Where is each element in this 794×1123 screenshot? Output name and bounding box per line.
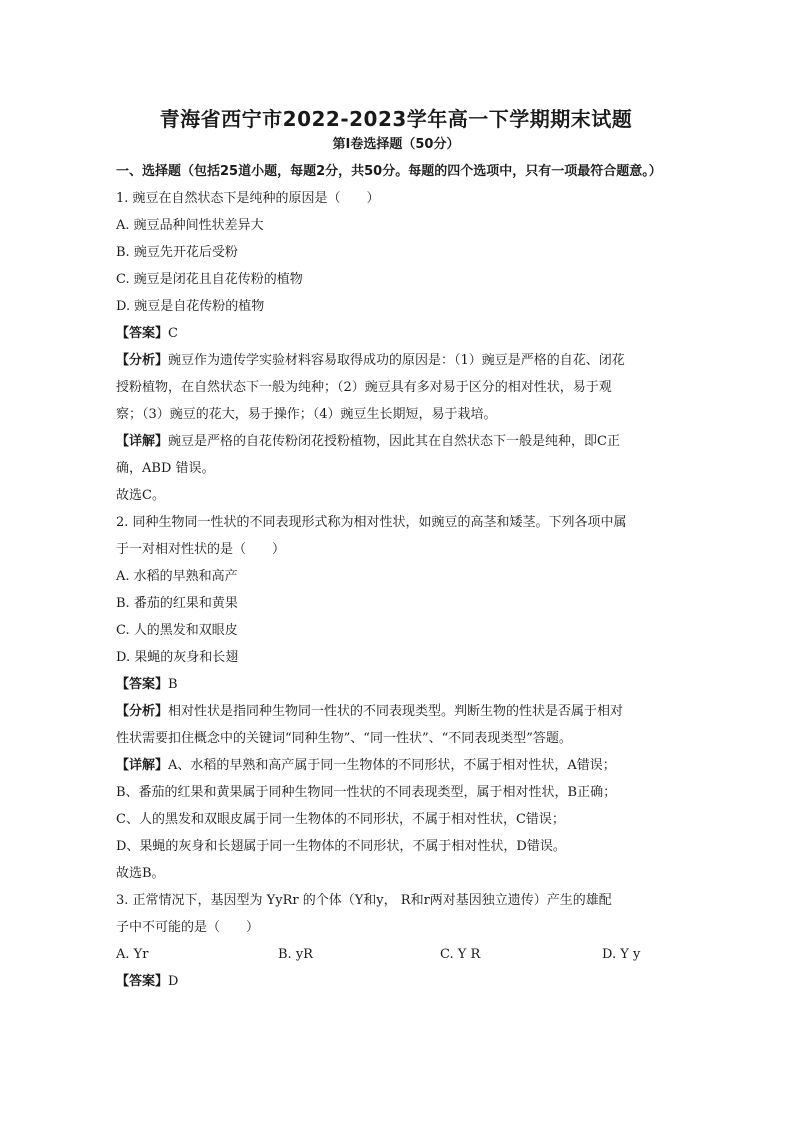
q3-answer [116, 968, 676, 995]
q2-detail-line [116, 752, 676, 779]
q3-option-b: B. yR [278, 947, 313, 962]
analysis-tag: 【分析】 [116, 353, 169, 368]
q2-detail-line: D、果蝇的灰身和长翅属于同一生物体的不同形状，不属于相对性状，D错误。 [116, 839, 566, 854]
q2-analysis-line: 性状需要扣住概念中的关键词“同种生物”、“同一性状”、“不同表现类型”答题。 [116, 731, 572, 746]
q1-answer [116, 320, 676, 347]
answer-tag: 【答案】 [116, 677, 169, 692]
analysis-text: 豌豆作为遗传学实验材料容易取得成功的原因是：（1）豌豆是严格的自花、闭花 [168, 353, 625, 368]
q3-option-c: C. Y R [440, 947, 481, 962]
q2-stem: 2. 同种生物同一性状的不同表现形式称为相对性状，如豌豆的高茎和矮茎。下列各项中属 [116, 515, 627, 530]
q1-analysis-line: 授粉植物，在自然状态下一般为纯种；（2）豌豆具有多对易于区分的相对性状，易于观 [116, 380, 612, 395]
q3-options [116, 941, 676, 968]
q1-conclusion: 故选C。 [116, 488, 165, 503]
analysis-text: 相对性状是指同种生物同一性状的不同表现类型。判断生物的性状是否属于相对 [168, 704, 624, 719]
q3-stem: 子中不可能的是（ ） [116, 920, 260, 935]
answer-tag: 【答案】 [116, 326, 169, 341]
detail-text: A、水稻的早熟和高产属于同一生物体的不同形状，不属于相对性状，A错误； [168, 758, 616, 773]
q1-stem: 1. 豌豆在自然状态下是纯种的原因是（ ） [116, 191, 380, 206]
q2-answer [116, 671, 676, 698]
q1-detail-line: 确，ABD 错误。 [116, 461, 215, 476]
q3-stem: 3. 正常情况下，基因型为 YyRr 的个体（Y和y， R和r两对基因独立遗传）产生的雄配 [116, 893, 612, 908]
q1-analysis-line: 察；（3）豌豆的花大，易于操作；（4）豌豆生长期短，易于栽培。 [116, 407, 497, 422]
q2-option-a: A. 水稻的早熟和高产 [116, 569, 238, 584]
q1-option-c: C. 豌豆是闭花且自花传粉的植物 [116, 272, 303, 287]
answer-value: B [168, 677, 178, 692]
q2-detail-line: C、人的黑发和双眼皮属于同一生物体的不同形状，不属于相对性状，C错误； [116, 812, 565, 827]
q1-option-b: B. 豌豆先开花后受粉 [116, 245, 238, 260]
q1-option-a: A. 豌豆品种间性状差异大 [116, 218, 264, 233]
section-heading: 一、选择题（包括25道小题，每题2分，共50分。每题的四个选项中，只有一项最符合题意。） [116, 164, 662, 179]
analysis-tag: 【分析】 [116, 704, 169, 719]
q3-option-a: A. Yr [116, 947, 149, 962]
q2-option-b: B. 番茄的红果和黄果 [116, 596, 238, 611]
page-title: 青海省西宁市2022-2023学年高一下学期期末试题 [159, 107, 633, 131]
answer-tag: 【答案】 [116, 974, 169, 989]
q2-option-d: D. 果蝇的灰身和长翅 [116, 650, 239, 665]
q1-detail-line [116, 428, 676, 455]
q2-conclusion: 故选B。 [116, 866, 165, 881]
q2-analysis-line [116, 698, 676, 725]
q3-option-d: D. Y y [602, 947, 641, 962]
q1-analysis-line [116, 347, 676, 374]
detail-tag: 【详解】 [116, 434, 169, 449]
q2-option-c: C. 人的黑发和双眼皮 [116, 623, 238, 638]
q2-stem: 于一对相对性状的是（ ） [116, 542, 286, 557]
detail-text: 豌豆是严格的自花传粉闭花授粉植物，因此其在自然状态下一般是纯种，即C正 [168, 434, 620, 449]
exam-page [116, 104, 676, 995]
answer-value: C [168, 326, 178, 341]
q2-detail-line: B、番茄的红果和黄果属于同种生物同一性状的不同表现类型，属于相对性状，B正确； [116, 785, 617, 800]
answer-value: D [168, 974, 179, 989]
q1-option-d: D. 豌豆是自花传粉的植物 [116, 299, 265, 314]
detail-tag: 【详解】 [116, 758, 169, 773]
section-subtitle: 第I卷选择题（50分） [332, 137, 460, 152]
